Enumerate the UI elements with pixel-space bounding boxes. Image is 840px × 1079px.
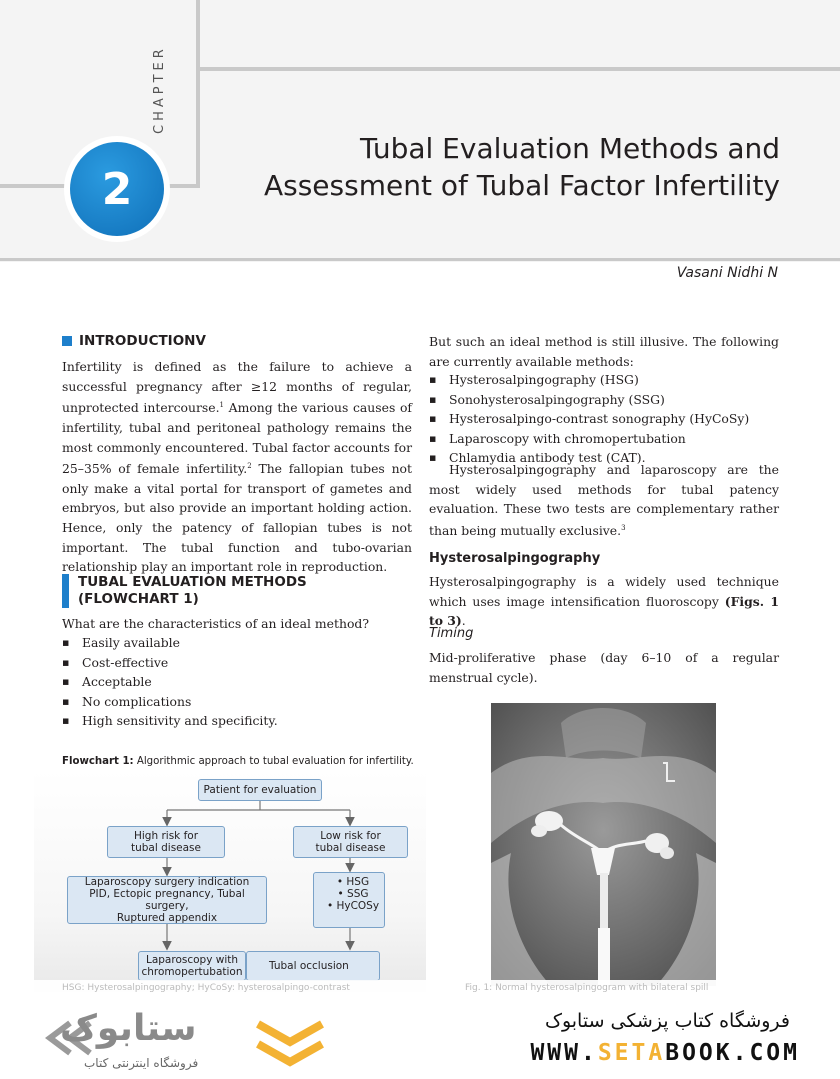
list-item: ▪ High sensitivity and specificity. — [62, 711, 412, 731]
store-name: فروشگاه کتاب پزشکی ستابوک — [544, 1010, 790, 1032]
methods-heading-bar — [62, 574, 69, 608]
list-item: ▪ Hysterosalpingo-contrast sonography (HyCoSy) — [429, 409, 779, 429]
list-item: ▪ Chlamydia antibody test (CAT). — [429, 448, 779, 468]
list-item: • SSG — [337, 888, 369, 900]
header-divider-bottom — [0, 258, 840, 261]
ideal-list — [62, 633, 412, 731]
intro-heading-text: INTRODUCTIONV — [79, 333, 206, 349]
timing-paragraph: Mid-proliferative phase (day 6–10 of a regular menstrual cycle). — [429, 650, 779, 685]
url-part: BOOK.COM — [665, 1040, 800, 1066]
intro-text-3: The fallopian tubes not only make a vital portal for transport of gametes and embryos, but also provide an important holding action. Hence, only the patency of fallopian tubes is not important. The tubal function and tubo-ovarian relationship play an important role in reproduction. — [62, 461, 412, 575]
url-part: WWW. — [530, 1040, 598, 1066]
intro-text-1: Infertility is defined as the failure to achieve a successful pregnancy after ≥12 months of regular, unprotected intercourse. — [62, 359, 412, 416]
chapter-title — [240, 130, 780, 204]
figure-ref: (Figs. 1 to 3) — [429, 593, 779, 629]
hsg-text: Hysterosalpingography is a widely used technique which uses image intensification fluoroscopy — [429, 574, 779, 609]
flowchart-box-high-risk — [107, 826, 225, 858]
available-methods-list — [429, 370, 779, 468]
methods-heading-line1: TUBAL EVALUATION METHODS — [78, 574, 307, 590]
chapter-title-line1: Tubal Evaluation Methods and — [359, 132, 780, 165]
store-logo-subtitle: فروشگاه اینترنتی کتاب — [84, 1056, 199, 1070]
list-item: ▪ Cost-effective — [62, 653, 412, 673]
xray-image — [491, 703, 716, 986]
box-line: Ruptured appendix — [116, 912, 218, 924]
header-divider-top — [196, 67, 840, 71]
list-item: ▪ Laparoscopy with chromopertubation — [429, 429, 779, 449]
hsg-xray-figure — [491, 703, 716, 986]
chapter-title-line2: Assessment of Tubal Factor Infertility — [263, 169, 780, 202]
hsg-paragraph — [429, 572, 779, 631]
flowchart-box-occlusion: Tubal occlusion — [246, 951, 380, 981]
box-line: Low risk for — [320, 830, 381, 842]
methods-intro: But such an ideal method is still illusive. The following are currently available methods: — [429, 334, 779, 369]
caption-label: Flowchart 1: — [62, 756, 134, 767]
box-line: chromopertubation — [141, 966, 243, 978]
complementary-paragraph — [429, 460, 779, 541]
intro-text-2: Among the various causes of infertility, tubal and peritoneal pathology remains the most commonly encountered. Tubal factor accounts for 25–35% of female infertility. — [62, 400, 412, 477]
chapter-label: CHAPTER — [152, 45, 167, 135]
list-item: ▪ Sonohysterosalpingography (SSG) — [429, 390, 779, 410]
box-line: tubal disease — [130, 842, 201, 854]
intro-paragraph — [62, 357, 412, 577]
timing-heading: Timing — [429, 626, 474, 641]
store-logo-wordmark: ستابوک — [60, 1008, 197, 1049]
methods-heading-line2: (FLOWCHART 1) — [78, 591, 199, 607]
flowchart — [34, 770, 426, 992]
book-chevron-icon — [254, 1016, 326, 1072]
box-line: High risk for — [133, 830, 199, 842]
box-line: Laparoscopy surgery indication — [84, 876, 250, 888]
url-part-highlight: SETA — [597, 1040, 666, 1066]
cut-off-caption-right: Fig. 1: Normal hysterosalpingogram with bilateral spill — [465, 983, 709, 993]
hsg-end: . — [461, 613, 466, 629]
store-url[interactable] — [430, 1040, 800, 1066]
list-item: • HyCOSy — [326, 900, 380, 912]
flowchart-box-low-risk — [293, 826, 408, 858]
flowchart-box-lap-indication — [67, 876, 267, 924]
flowchart-caption — [62, 756, 422, 767]
list-item: ▪ Acceptable — [62, 672, 412, 692]
author-name: Vasani Nidhi N — [676, 265, 778, 281]
box-line: Laparoscopy with — [145, 954, 239, 966]
ref-3: 3 — [621, 523, 626, 532]
methods-heading — [78, 574, 408, 608]
flowchart-box-tests — [313, 872, 385, 928]
list-item: ▪ No complications — [62, 692, 412, 712]
caption-text: Algorithmic approach to tubal evaluation for infertility. — [133, 756, 414, 767]
list-item: • HSG — [336, 876, 370, 888]
ref-2: 2 — [247, 462, 252, 471]
heading-square-icon — [62, 336, 72, 346]
cut-off-caption-left: HSG: Hysterosalpingography; HyCoSy: hysterosalpingo-contrast — [62, 983, 350, 993]
ref-1: 1 — [219, 401, 224, 410]
hsg-heading: Hysterosalpingography — [429, 551, 601, 566]
flowchart-box-patient: Patient for evaluation — [198, 779, 322, 801]
list-item: ▪ Easily available — [62, 633, 412, 653]
p2-text: Hysterosalpingography and laparoscopy are the most widely used methods for tubal patency evaluation. These two tests are complementary rather than being mutually exclusive. — [429, 462, 779, 538]
intro-heading — [62, 333, 412, 350]
flowchart-box-lap-chromo — [138, 951, 246, 981]
ideal-question: What are the characteristics of an ideal method? — [62, 616, 370, 631]
box-line: PID, Ectopic pregnancy, Tubal surgery, — [89, 888, 245, 912]
list-item: ▪ Hysterosalpingography (HSG) — [429, 370, 779, 390]
chapter-number-badge: 2 — [70, 142, 164, 236]
box-line: tubal disease — [315, 842, 386, 854]
